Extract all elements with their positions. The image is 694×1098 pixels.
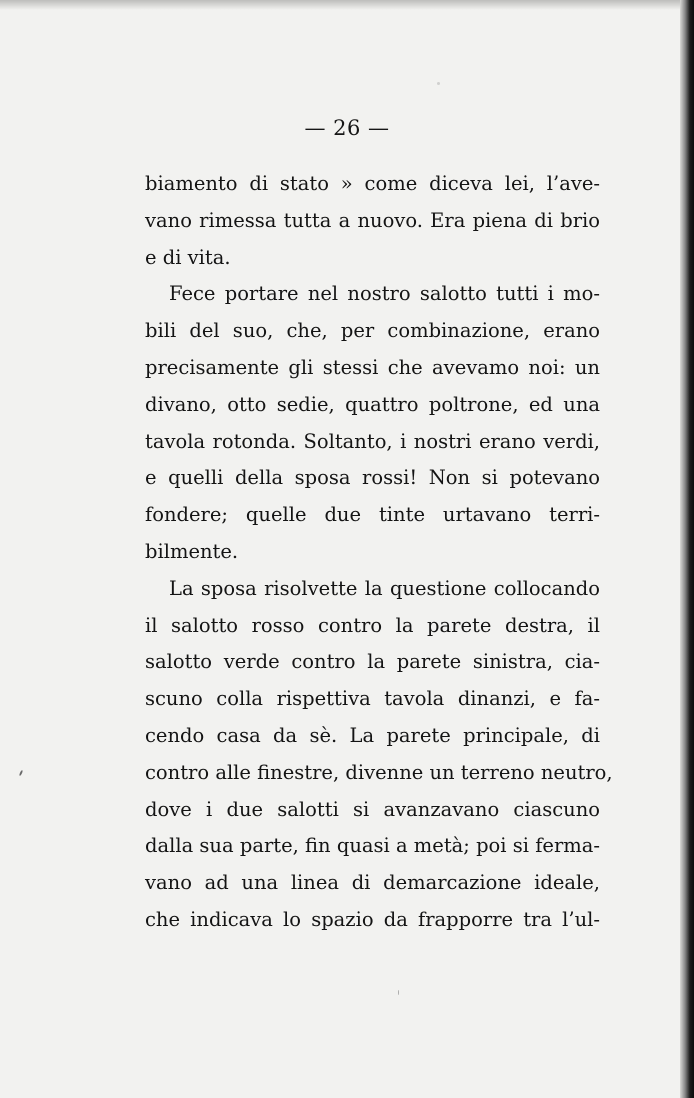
scan-speck <box>437 82 440 85</box>
scan-shadow-top <box>0 0 694 10</box>
text-line: bilmente. <box>145 539 239 563</box>
text-line: biamento di stato » come diceva lei, l’ave- <box>145 172 600 195</box>
body-text <box>145 166 613 939</box>
text-line: precisamente gli stessi che avevamo noi: un <box>145 355 600 379</box>
text-line: dove i due salotti si avanzavano ciascuno <box>145 797 600 821</box>
text-line: contro alle finestre, divenne un terreno neutro, <box>145 760 613 784</box>
text-line: il salotto rosso contro la parete destra, il <box>145 613 600 637</box>
text-line: La sposa risolvette la questione collocando <box>169 576 600 600</box>
text-line: e di vita. <box>145 245 231 269</box>
text-line: tavola rotonda. Soltanto, i nostri erano verdi, <box>145 429 600 453</box>
text-line: fondere; quelle due tinte urtavano terri- <box>145 503 600 527</box>
text-line: divano, otto sedie, quattro poltrone, ed una <box>145 392 600 416</box>
page-number: — 26 — <box>304 116 390 140</box>
scan-speck <box>398 990 399 995</box>
text-line: salotto verde contro la parete sinistra, cia- <box>145 650 600 674</box>
binding-edge <box>680 0 694 1098</box>
text-line: vano ad una linea di demarcazione ideale, <box>145 871 600 895</box>
scan-speck <box>19 770 23 776</box>
text-line: cendo casa da sè. La parete principale, di <box>145 723 600 747</box>
text-line: e quelli della sposa rossi! Non si potevano <box>145 466 600 490</box>
text-line: dalla sua parte, fin quasi a metà; poi si ferma- <box>145 834 600 858</box>
text-line: bili del suo, che, per combinazione, erano <box>145 319 600 343</box>
text-line: Fece portare nel nostro salotto tutti i mo- <box>169 282 600 306</box>
text-line: che indicava lo spazio da frapporre tra l’ul- <box>145 907 600 931</box>
text-line: vano rimessa tutta a nuovo. Era piena di brio <box>145 208 600 232</box>
text-line: scuno colla rispettiva tavola dinanzi, e fa- <box>145 687 600 711</box>
